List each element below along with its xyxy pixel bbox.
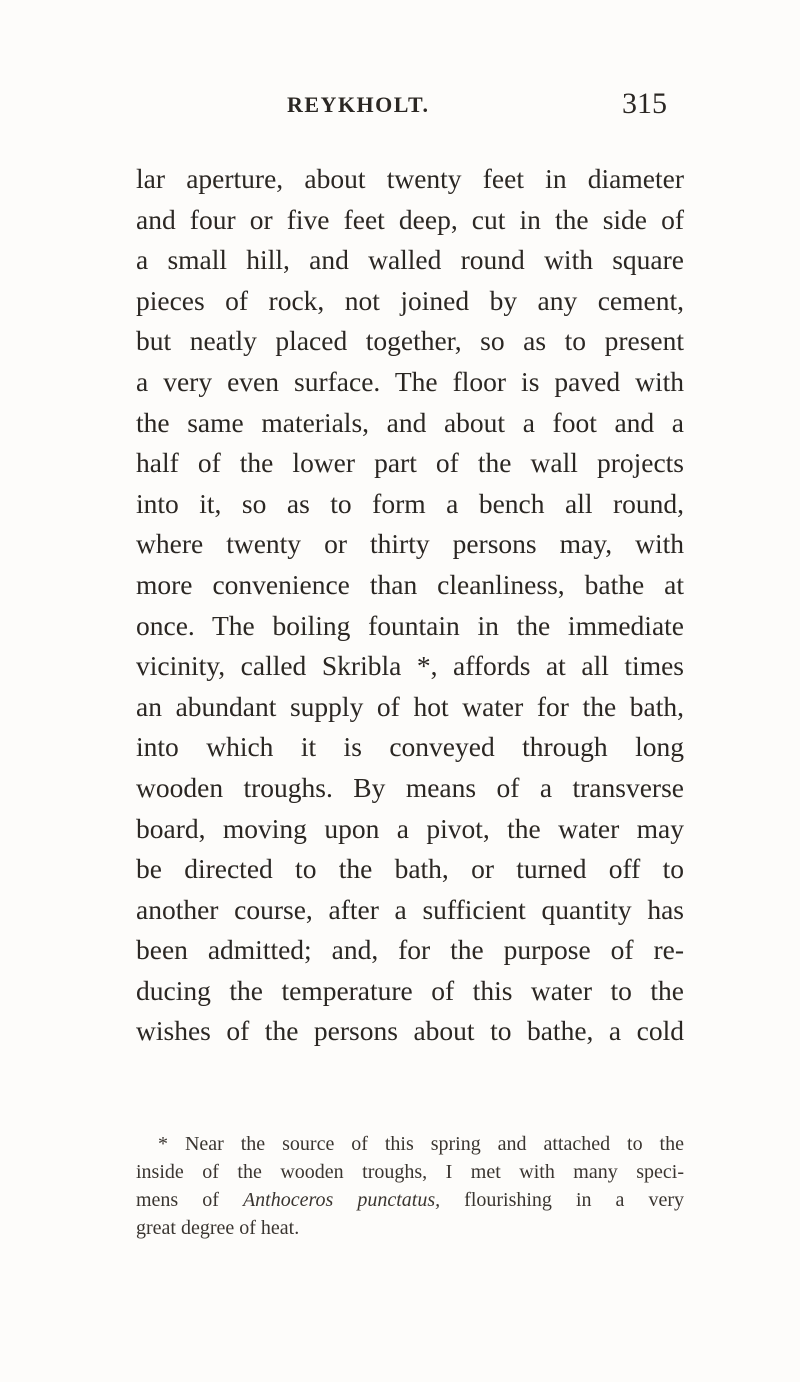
footnote-text: flourishing in a very bbox=[440, 1189, 685, 1211]
footnote-text: mens of bbox=[136, 1189, 243, 1211]
text-line: an abundant supply of hot water for the bath, bbox=[136, 690, 684, 722]
text-line: a very even surface. The floor is paved with bbox=[136, 365, 684, 397]
text-line: been admitted; and, for the purpose of re- bbox=[136, 934, 684, 966]
text-line: more convenience than cleanliness, bathe at bbox=[136, 568, 684, 600]
running-head bbox=[0, 87, 800, 132]
text-line: where twenty or thirty persons may, with bbox=[136, 528, 684, 560]
text-line: pieces of rock, not joined by any cement, bbox=[136, 284, 684, 316]
text-line: wooden troughs. By means of a transverse bbox=[136, 771, 684, 803]
text-line: board, moving upon a pivot, the water may bbox=[136, 812, 684, 844]
text-line: the same materials, and about a foot and a bbox=[136, 406, 684, 438]
running-title: REYKHOLT. bbox=[287, 92, 430, 117]
text-line: half of the lower part of the wall projects bbox=[136, 447, 684, 479]
text-line: into which it is conveyed through long bbox=[136, 731, 684, 763]
text-line: but neatly placed together, so as to present bbox=[136, 325, 684, 357]
text-line: lar aperture, about twenty feet in diameter bbox=[136, 163, 684, 194]
species-name: Anthoceros punctatus, bbox=[242, 1189, 441, 1211]
text-line: vicinity, called Skribla *, affords at all times bbox=[136, 650, 684, 682]
text-line: and four or five feet deep, cut in the side of bbox=[136, 203, 684, 235]
page-number: 315 bbox=[622, 87, 667, 120]
footnote bbox=[136, 1130, 684, 1242]
footnote-line: inside of the wooden troughs, I met with many speci- bbox=[136, 1161, 684, 1183]
text-line: wishes of the persons about to bathe, a cold bbox=[136, 1015, 684, 1047]
footnote-line: great degree of heat. bbox=[136, 1217, 300, 1239]
text-line: be directed to the bath, or turned off to bbox=[136, 853, 684, 885]
text-line: into it, so as to form a bench all round, bbox=[136, 487, 684, 519]
text-line: ducing the temperature of this water to the bbox=[136, 974, 684, 1006]
footnote-line bbox=[136, 1186, 684, 1214]
text-line: another course, after a sufficient quantity has bbox=[136, 893, 684, 925]
footnote-line: * Near the source of this spring and attached to the bbox=[158, 1133, 684, 1155]
body-text bbox=[136, 159, 684, 1052]
text-line: once. The boiling fountain in the immediate bbox=[136, 609, 684, 641]
text-line: a small hill, and walled round with square bbox=[136, 244, 684, 276]
